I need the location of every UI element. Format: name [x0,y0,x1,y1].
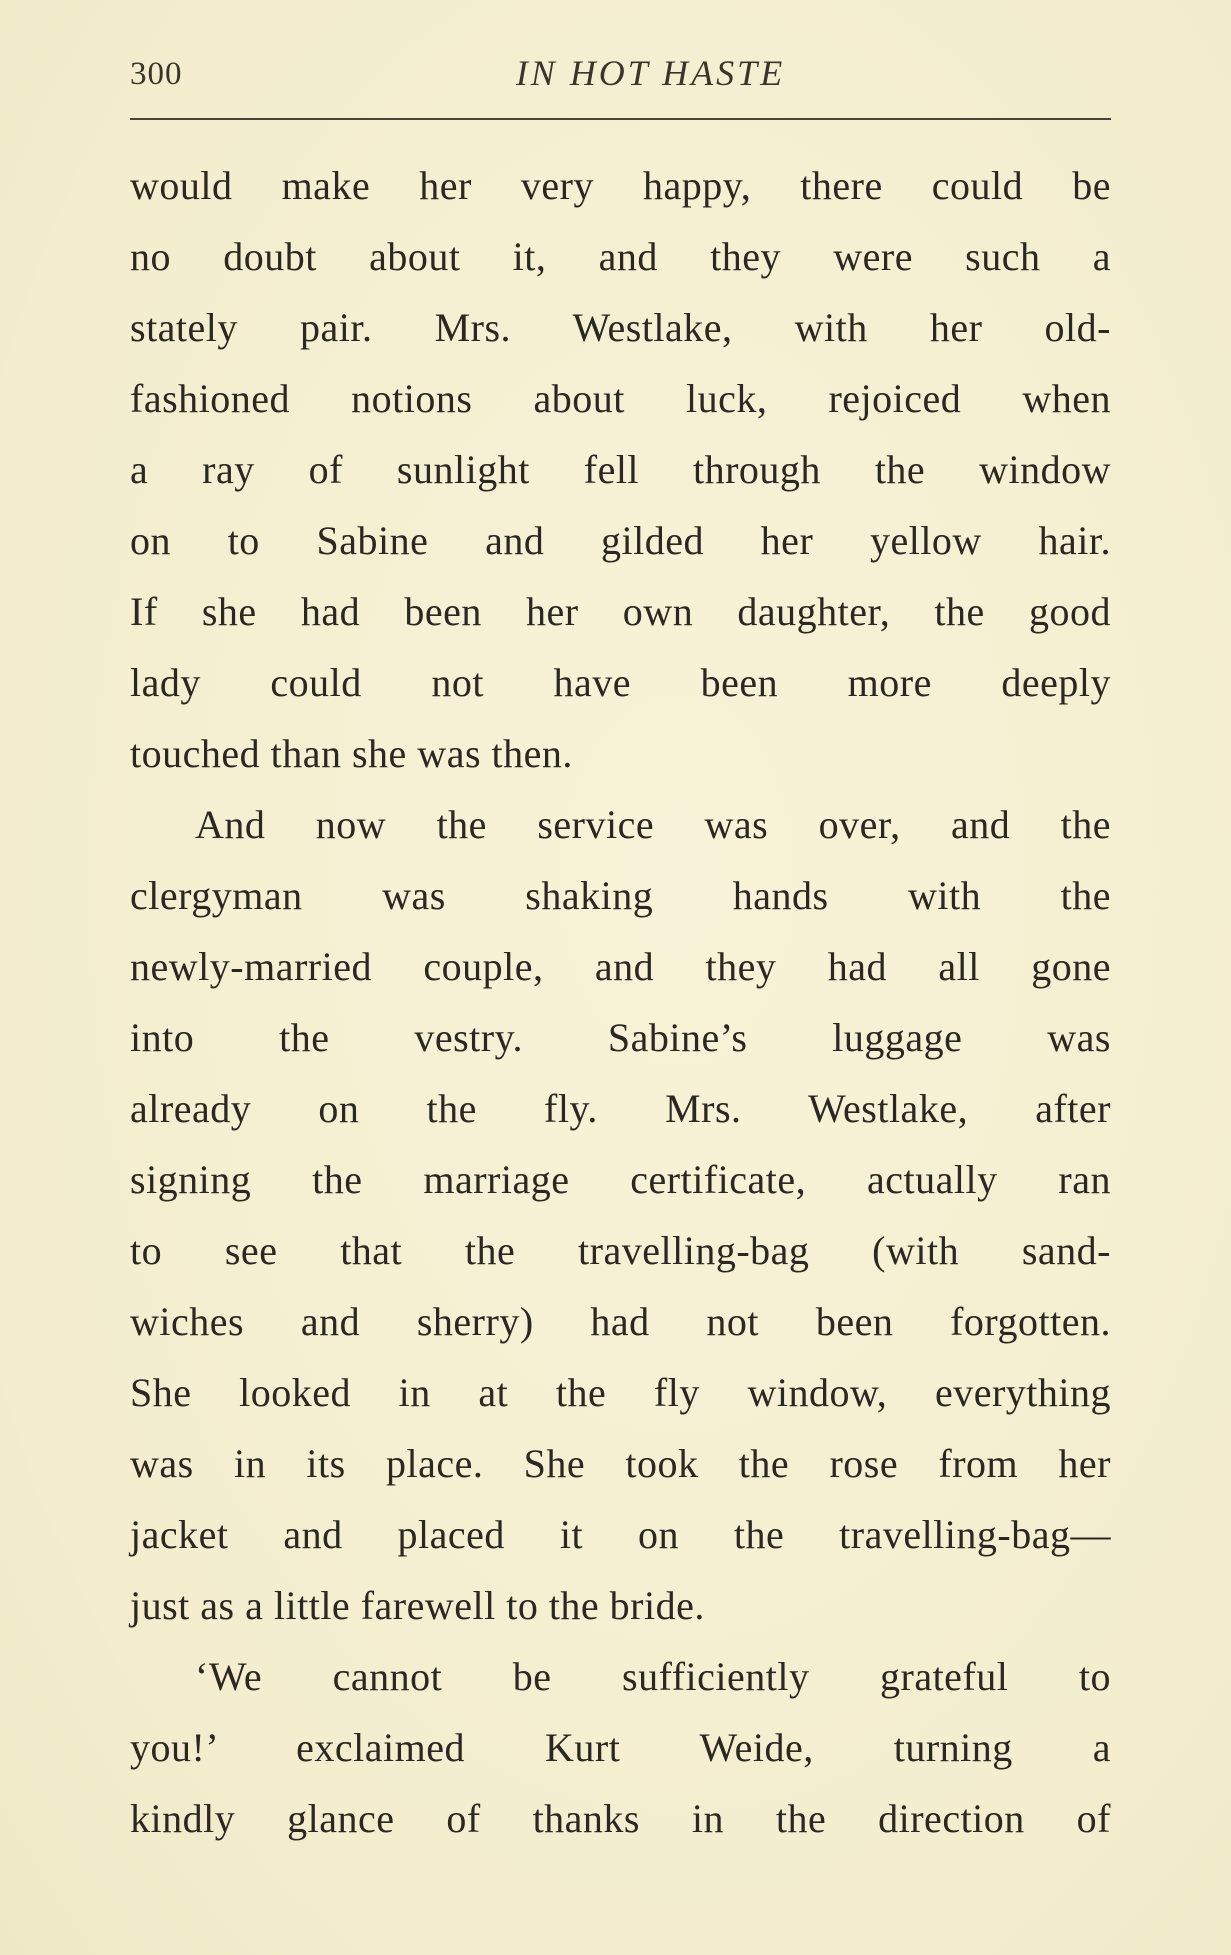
text-line: touched than she was then. [130,731,573,776]
text-line: you!’ exclaimed Kurt Weide, turning a [130,1725,1111,1770]
text-line: And now the service was over, and the [195,802,1111,847]
text-line: ‘We cannot be sufficiently grateful to [195,1654,1111,1699]
text-line: already on the fly. Mrs. Westlake, after [130,1086,1111,1131]
running-title: IN HOT HASTE [515,53,786,93]
text-line: clergyman was shaking hands with the [130,873,1111,918]
text-line: kindly glance of thanks in the direction of [130,1796,1111,1841]
text-line: wiches and sherry) had not been forgotten. [130,1299,1111,1344]
text-line: newly-married couple, and they had all gone [130,944,1111,989]
text-line: If she had been her own daughter, the good [130,589,1111,634]
text-line: on to Sabine and gilded her yellow hair. [130,518,1111,563]
body-text [130,150,1111,1854]
page-header [130,52,1111,102]
text-line: no doubt about it, and they were such a [130,234,1111,279]
text-line: fashioned notions about luck, rejoiced when [130,376,1111,421]
text-line: was in its place. She took the rose from her [130,1441,1111,1486]
text-line: just as a little farewell to the bride. [130,1583,705,1628]
text-line: jacket and placed it on the travelling-bag— [130,1512,1111,1557]
header-rule [130,118,1111,120]
text-line: She looked in at the fly window, everything [130,1370,1111,1415]
text-line: lady could not have been more deeply [130,660,1111,705]
text-line: would make her very happy, there could be [130,163,1111,208]
text-line: stately pair. Mrs. Westlake, with her old- [130,305,1111,350]
text-line: to see that the travelling-bag (with sand- [130,1228,1111,1273]
text-line: signing the marriage certificate, actually ran [130,1157,1111,1202]
text-line: a ray of sunlight fell through the window [130,447,1111,492]
text-line: into the vestry. Sabine’s luggage was [130,1015,1111,1060]
page-number: 300 [130,56,183,92]
